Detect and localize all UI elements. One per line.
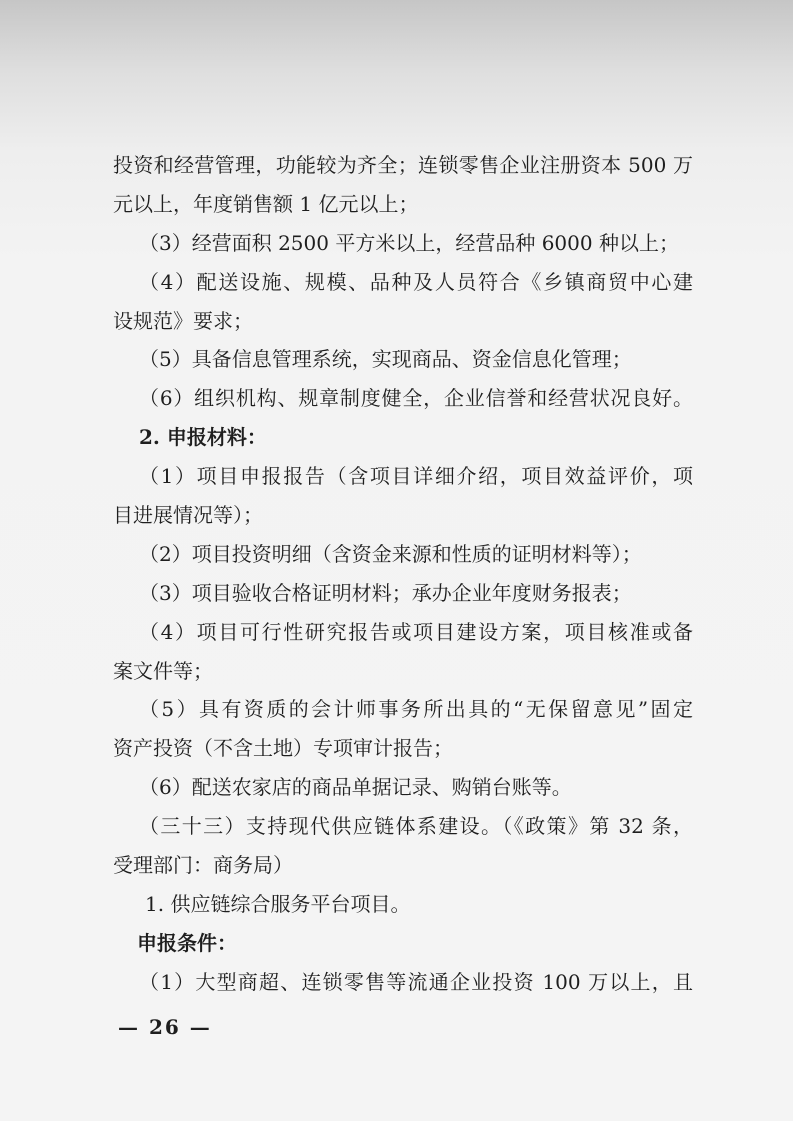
list-item: （3）项目验收合格证明材料；承办企业年度财务报表； bbox=[139, 580, 632, 605]
text-line: 投资和经营管理，功能较为齐全；连锁零售企业注册资本 500 万 bbox=[113, 153, 693, 177]
list-item: （1）项目申报报告（含项目详细介绍，项目效益评价，项 bbox=[139, 464, 693, 489]
list-item: （5）具备信息管理系统，实现商品、资金信息化管理； bbox=[139, 347, 632, 372]
text-line: 元以上，年度销售额 1 亿元以上； bbox=[113, 191, 419, 216]
list-item: （3）经营面积 2500 平方米以上，经营品种 6000 种以上； bbox=[139, 230, 679, 255]
subsection-title: 1. 供应链综合服务平台项目。 bbox=[145, 891, 411, 916]
text-line: 设规范》要求； bbox=[113, 308, 253, 333]
list-item: （5）具有资质的会计师事务所出具的“无保留意见”固定 bbox=[139, 697, 693, 722]
list-item: （6）组织机构、规章制度健全，企业信誉和经营状况良好。 bbox=[139, 386, 693, 411]
text-line: 目进展情况等）； bbox=[113, 503, 263, 528]
list-item: （6）配送农家店的商品单据记录、购销台账等。 bbox=[139, 775, 572, 800]
document-body bbox=[113, 146, 693, 1002]
text-line: 资产投资（不含土地）专项审计报告； bbox=[113, 736, 453, 761]
list-item: （2）项目投资明细（含资金来源和性质的证明材料等）； bbox=[139, 541, 642, 566]
text-line: 受理部门：商务局） bbox=[113, 853, 293, 878]
section-title: （三十三）支持现代供应链体系建设。（《政策》第 32 条， bbox=[139, 814, 693, 839]
list-item: （1）大型商超、连锁零售等流通企业投资 100 万以上，且 bbox=[139, 969, 693, 994]
section-heading: 申报条件： bbox=[137, 930, 237, 955]
section-heading: 2. 申报材料： bbox=[139, 425, 267, 450]
list-item: （4）配送设施、规模、品种及人员符合《乡镇商贸中心建 bbox=[139, 269, 693, 294]
list-item: （4）项目可行性研究报告或项目建设方案，项目核准或备 bbox=[139, 619, 693, 644]
text-line: 案文件等； bbox=[113, 658, 213, 683]
page-number: — 26 — bbox=[118, 1015, 212, 1039]
